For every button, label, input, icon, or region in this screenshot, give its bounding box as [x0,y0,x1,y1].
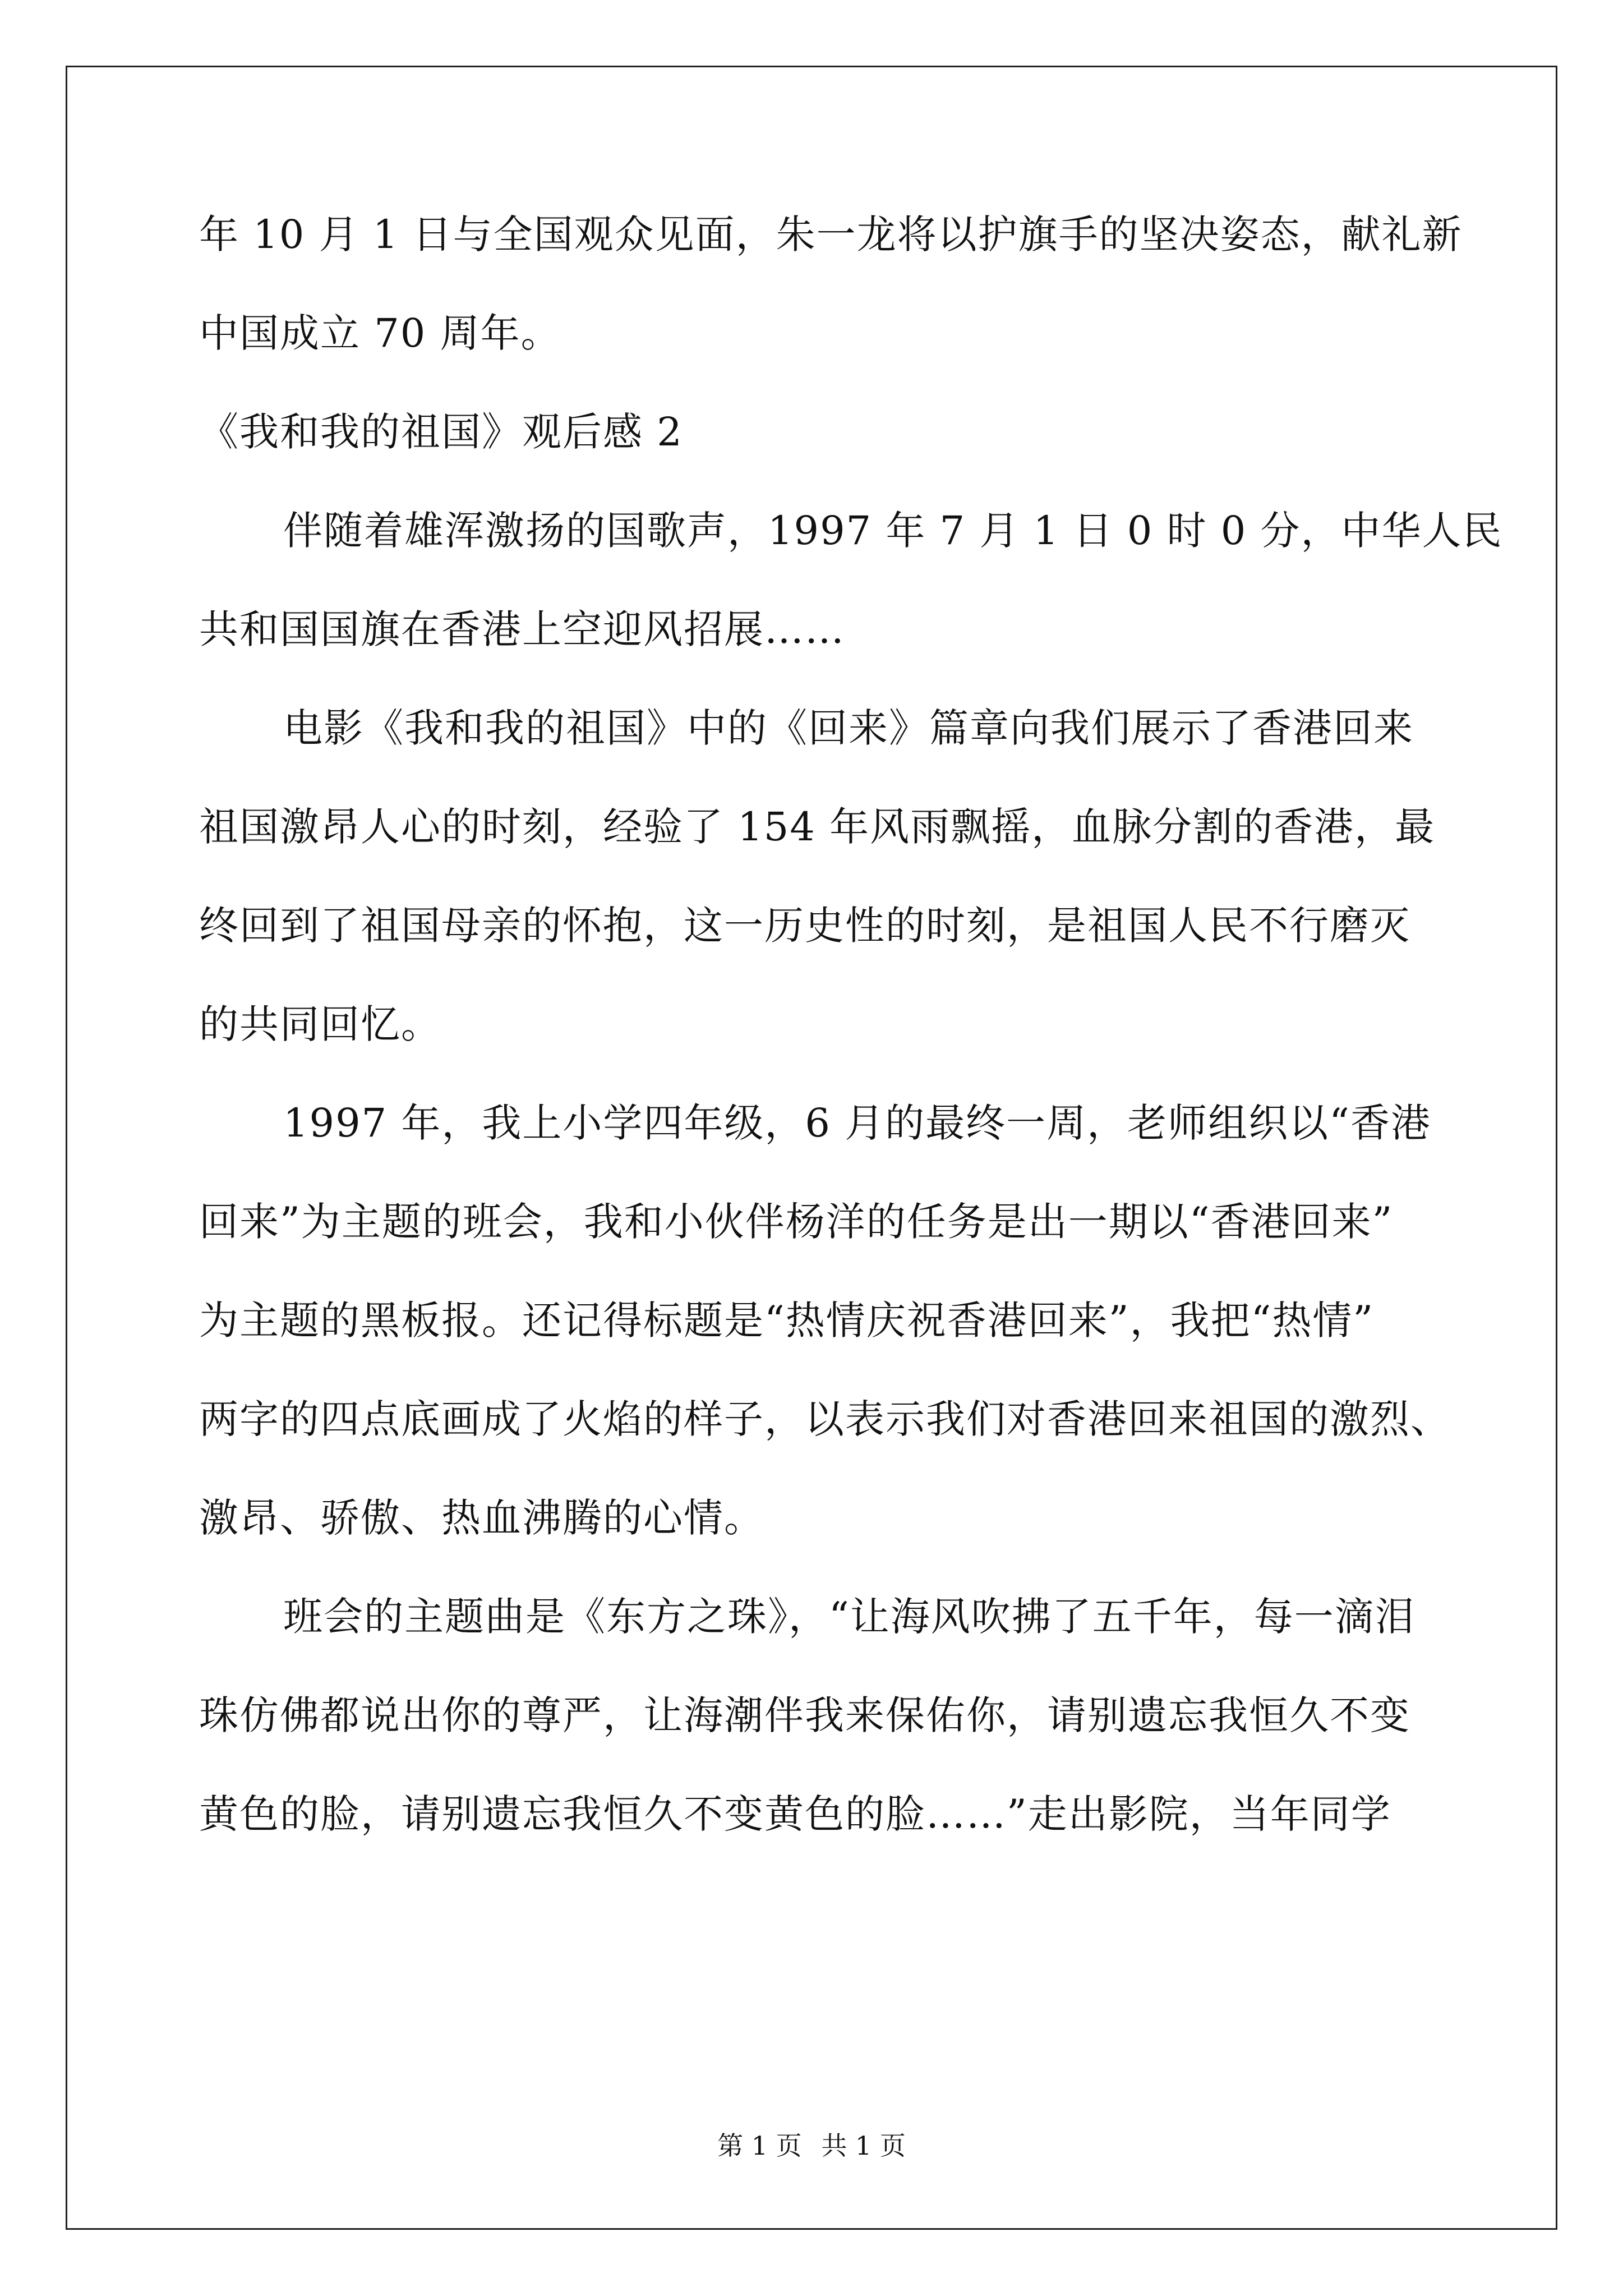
document-body [199,185,1503,1864]
section-heading: 《我和我的祖国》观后感 2 [199,409,683,455]
paragraph-start-line: 电影《我和我的祖国》中的《回来》篇章向我们展示了香港回来 [283,705,1414,751]
text-line: 祖国激昂人心的时刻，经验了 154 年风雨飘摇，血脉分割的香港，最 [199,804,1436,850]
paragraph-start-line: 班会的主题曲是《东方之珠》，“让海风吹拂了五千年，每一滴泪 [283,1594,1415,1640]
paragraph-start-line: 1997 年，我上小学四年级，6 月的最终一周，老师组织以“香港 [283,1100,1431,1146]
text-line: 的共同回忆。 [199,1001,441,1047]
page-footer [0,2129,1623,2162]
text-line: 终回到了祖国母亲的怀抱，这一历史性的时刻，是祖国人民不行磨灭 [199,903,1410,949]
text-line: 珠仿佛都说出你的尊严，让海潮伴我来保佑你，请别遗忘我恒久不变 [199,1692,1410,1738]
page-total: 共 1 页 [821,2131,906,2161]
text-line: 回来”为主题的班会，我和小伙伴杨洋的任务是出一期以“香港回来” [199,1199,1394,1245]
text-line: 两字的四点底画成了火焰的样子，以表示我们对香港回来祖国的激烈、 [199,1396,1451,1442]
text-line: 共和国国旗在香港上空迎风招展…… [199,606,845,652]
page-number: 第 1 页 [717,2131,802,2161]
text-line: 年 10 月 1 日与全国观众见面，朱一龙将以护旗手的坚决姿态，献礼新 [199,211,1463,257]
text-line: 激昂、骄傲、热血沸腾的心情。 [199,1495,764,1541]
paragraph-start-line: 伴随着雄浑激扬的国歌声，1997 年 7 月 1 日 0 时 0 分，中华人民 [283,508,1503,554]
text-line: 黄色的脸，请别遗忘我恒久不变黄色的脸……”走出影院，当年同学 [199,1791,1391,1837]
text-line: 中国成立 70 周年。 [199,310,561,356]
text-line: 为主题的黑板报。还记得标题是“热情庆祝香港回来”，我把“热情” [199,1297,1375,1343]
